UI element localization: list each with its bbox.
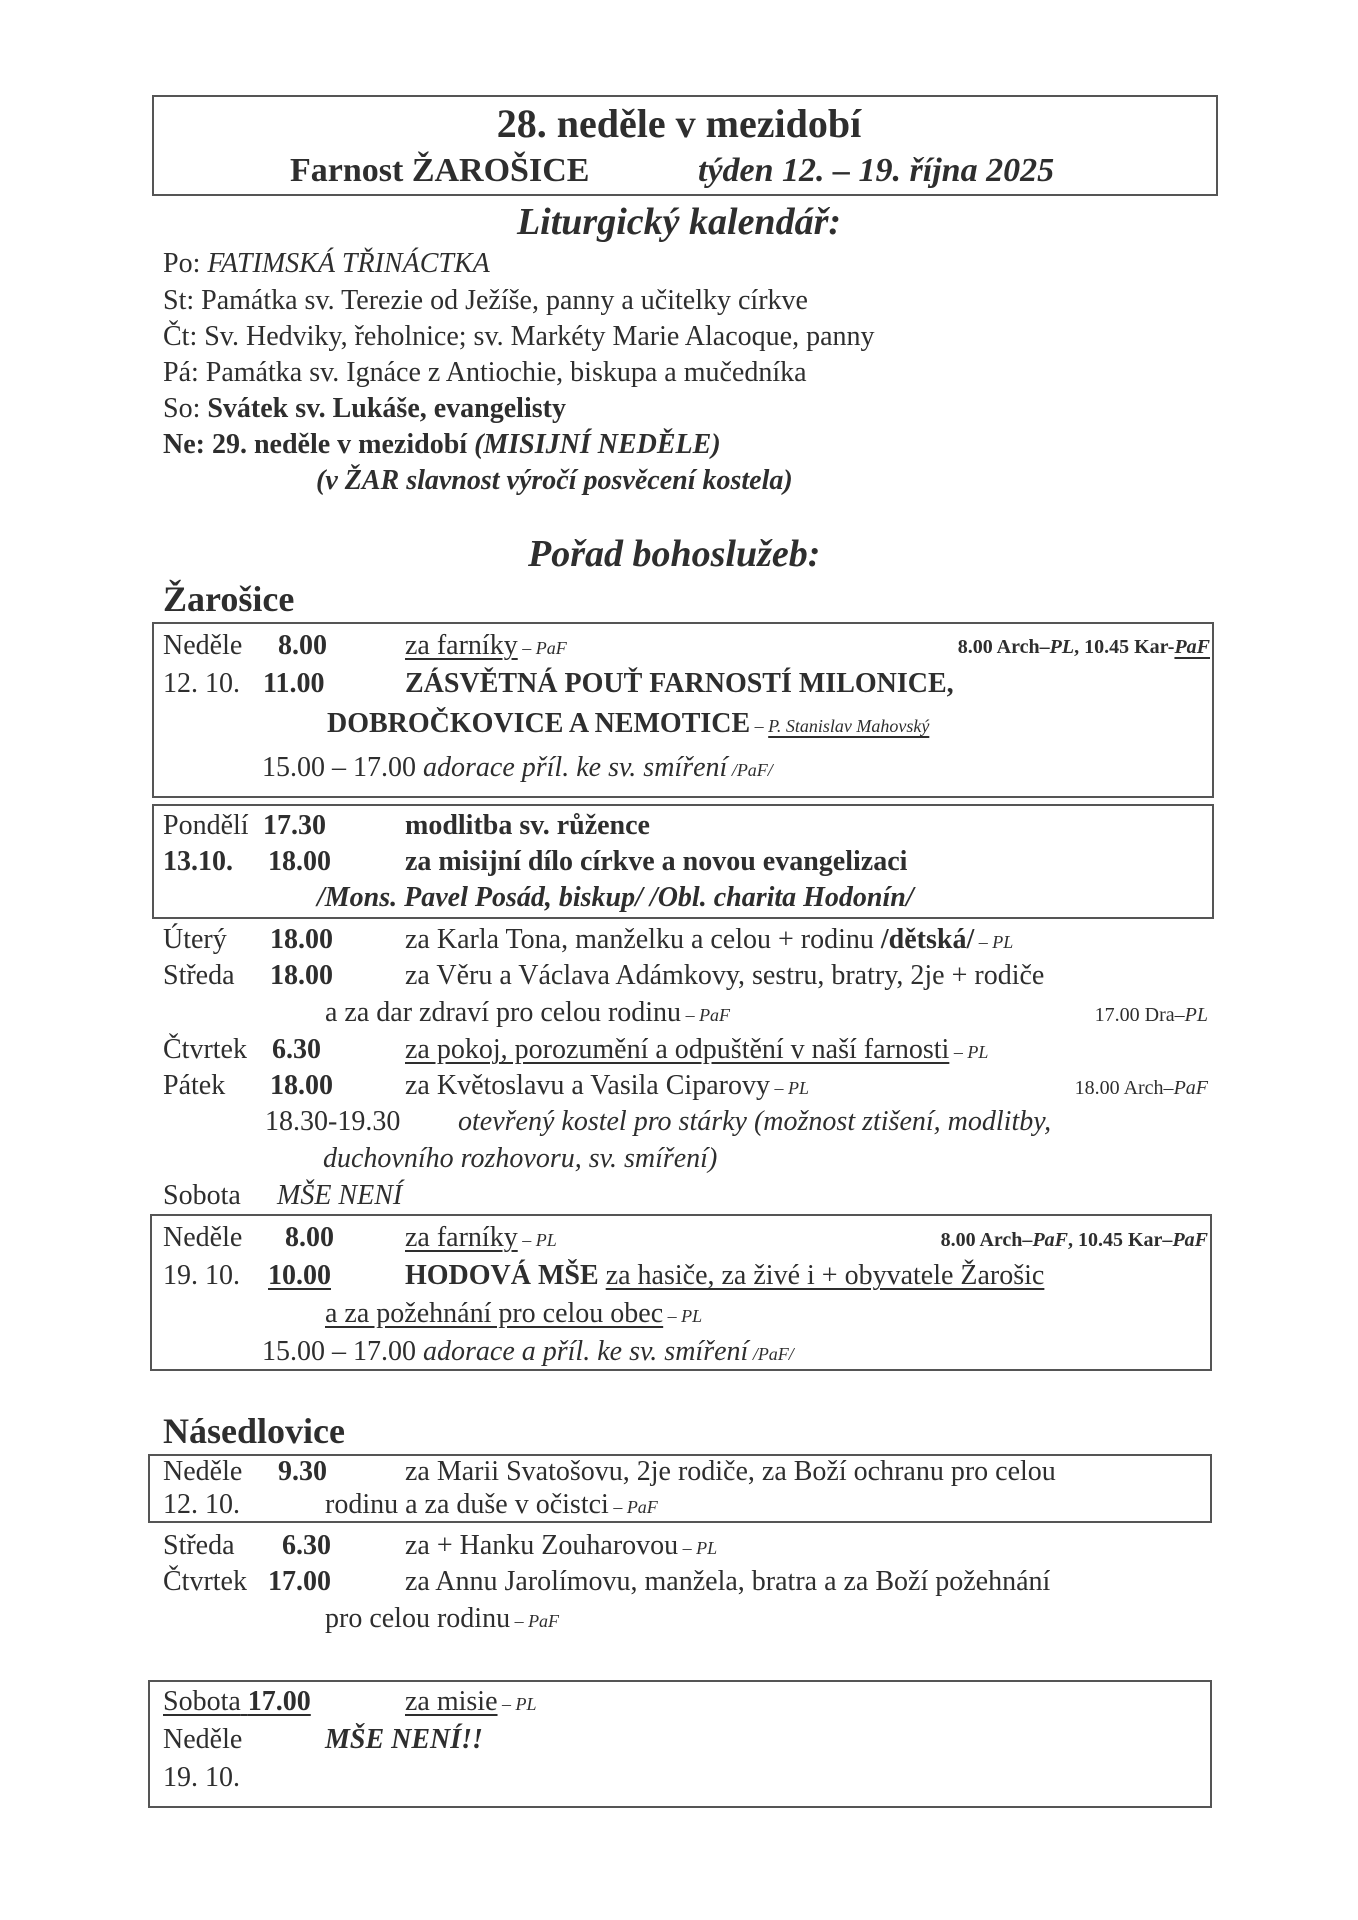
feast-text: FATIMSKÁ TŘINÁCTKA: [207, 248, 490, 279]
nas-sun1-day: Neděle: [163, 1456, 243, 1487]
priest: – PL: [497, 1694, 537, 1714]
priest: – PL: [949, 1042, 989, 1062]
intent-text: za Karla Tona, manželku a celou + rodinu: [405, 924, 881, 955]
zar-mon-day: Pondělí: [163, 810, 249, 841]
zar-thu-intent: [405, 1034, 988, 1068]
zar-fri-open-text1: otevřený kostel pro stárky (možnost ztišení, modlitby,: [458, 1106, 1052, 1137]
intent-text: za farníky: [405, 630, 518, 661]
intent-text: za pokoj, porozumění a odpuštění v naší farnosti: [405, 1034, 950, 1065]
priest: – PL: [769, 1078, 809, 1098]
adoration-text: adorace a příl. ke sv. smíření: [423, 1336, 749, 1367]
other-c: , 10.45 Kar-: [1074, 636, 1175, 658]
nas-sun1-date: 12. 10.: [163, 1489, 240, 1520]
zar-thu-time: 6.30: [272, 1034, 321, 1065]
intent-bold: /dětská/: [880, 924, 975, 955]
intent-text: za misie: [405, 1686, 498, 1717]
zar-wed-intent2: [325, 997, 730, 1031]
priest: – PaF: [681, 1005, 731, 1025]
nas-sun1-intent1: za Marii Svatošovu, 2je rodiče, za Boží ochranu pro celou: [405, 1456, 1056, 1487]
priest: – PL: [678, 1538, 718, 1558]
priest: – PaF: [510, 1611, 560, 1631]
parish-name: Farnost ŽAROŠICE: [290, 152, 590, 189]
calendar-sunday: [163, 429, 721, 461]
zar-sun2-other-masses: [941, 1229, 1208, 1252]
feast-text: Památka sv. Terezie od Ježíše, panny a učitelky církve: [201, 285, 808, 316]
zar-sun1-date: 12. 10.: [163, 668, 240, 699]
zar-wed-day: Středa: [163, 960, 235, 991]
zar-sun1-time2: 11.00: [263, 668, 325, 699]
zar-tue-time: 18.00: [270, 924, 333, 955]
other-a: 18.00 Arch–: [1074, 1077, 1174, 1099]
priest: /PaF/: [727, 760, 773, 780]
zar-fri-day: Pátek: [163, 1070, 226, 1101]
zar-sun1-adoration: [262, 752, 773, 786]
feast-text: Sv. Hedviky, řeholnice; sv. Markéty Marie Alacoque, panny: [204, 321, 875, 352]
other-b: PL: [1049, 636, 1075, 658]
zar-sun1-day: Neděle: [163, 630, 243, 661]
zar-fri-open-time: 18.30-19.30: [265, 1106, 401, 1137]
zar-sun2-day: Neděle: [163, 1222, 243, 1253]
zar-sun1-other-masses: [958, 636, 1210, 659]
nas-sat-row: [163, 1686, 311, 1718]
zar-mon-intent2: za misijní dílo církve a novou evangelizaci: [405, 846, 908, 877]
other-b: PaF: [1173, 1077, 1208, 1099]
zar-mon-time2: 18.00: [268, 846, 331, 877]
zar-sun1-intent2a: ZÁSVĚTNÁ POUŤ FARNOSTÍ MILONICE,: [405, 668, 954, 699]
nas-sun2-text: MŠE NENÍ!!: [325, 1724, 483, 1755]
priest: – PL: [974, 932, 1014, 952]
other-b: PaF: [1032, 1229, 1068, 1251]
calendar-monday: [163, 248, 490, 280]
intent-text: za hasiče, za živé i + obyvatele Žarošic: [605, 1260, 1045, 1291]
intent-text: pro celou rodinu: [325, 1603, 511, 1634]
priest: – PaF: [517, 638, 567, 658]
zar-fri-intent: [405, 1070, 809, 1104]
calendar-friday: [163, 357, 807, 389]
adoration-time: 15.00 – 17.00: [262, 752, 416, 783]
nas-sun2-date: 19. 10.: [163, 1762, 240, 1793]
zar-fri-open-text2: duchovního rozhovoru, sv. smíření): [323, 1143, 718, 1174]
section-nasedlovice: Násedlovice: [163, 1411, 345, 1451]
intent-text: a za požehnání pro celou obec: [325, 1298, 664, 1329]
zar-sun2-intent1: [405, 1222, 557, 1256]
feast-text: Památka sv. Ignáce z Antiochie, biskupa a mučedníka: [205, 357, 807, 388]
intent-text: za farníky: [405, 1222, 518, 1253]
day-label: St:: [163, 285, 195, 316]
nas-wed-time: 6.30: [282, 1530, 331, 1561]
priest: P. Stanislav Mahovský: [768, 716, 930, 736]
zar-fri-time: 18.00: [270, 1070, 333, 1101]
nas-wed-intent: [405, 1530, 717, 1564]
other-b: PL: [1184, 1004, 1208, 1026]
nas-sun1-time: 9.30: [278, 1456, 327, 1487]
nas-thu-day: Čtvrtek: [163, 1566, 247, 1597]
other-a: 8.00 Arch–: [940, 1229, 1033, 1251]
day-label: So:: [163, 393, 201, 424]
nas-sun2-day: Neděle: [163, 1724, 243, 1755]
zar-mon-time1: 17.30: [263, 810, 326, 841]
zar-sun1-time1: 8.00: [278, 630, 327, 661]
priest: – PL: [663, 1306, 703, 1326]
zar-sun1-intent2b: [327, 708, 929, 742]
other-c: , 10.45 Kar–: [1068, 1229, 1173, 1251]
nas-sat-time: 17.00: [247, 1686, 311, 1717]
zar-wed-time: 18.00: [270, 960, 333, 991]
adoration-time: 15.00 – 17.00: [262, 1336, 416, 1367]
day-label: Pá:: [163, 357, 199, 388]
other-a: 8.00 Arch–: [957, 636, 1050, 658]
priest: /PaF/: [748, 1344, 794, 1364]
nas-sat-day: Sobota: [163, 1686, 241, 1717]
calendar-wednesday: [163, 285, 808, 317]
zar-sun2-intent2b: [325, 1298, 702, 1332]
feast-text: Svátek sv. Lukáše, evangelisty: [207, 393, 566, 424]
nas-thu-intent1: za Annu Jarolímovu, manžela, bratra a za Boží požehnání: [405, 1566, 1051, 1597]
zar-wed-intent1: za Věru a Václava Adámkovy, sestru, bratry, 2je + rodiče: [405, 960, 1045, 991]
other-d: PaF: [1174, 636, 1210, 658]
zar-tue-intent: [405, 924, 1013, 958]
intent-text: za Květoslavu a Vasila Ciparovy: [405, 1070, 770, 1101]
zar-mon-intent1: modlitba sv. růžence: [405, 810, 650, 841]
zar-mon-date: 13.10.: [163, 846, 233, 877]
zar-sun2-time1: 8.00: [285, 1222, 334, 1253]
adoration-text: adorace příl. ke sv. smíření: [423, 752, 728, 783]
calendar-heading: Liturgický kalendář:: [516, 201, 842, 243]
calendar-sunday-note: (v ŽAR slavnost výročí posvěcení kostela): [316, 465, 793, 496]
nas-thu-time: 17.00: [268, 1566, 331, 1597]
nas-sat-intent: [405, 1686, 537, 1720]
zar-tue-day: Úterý: [163, 924, 227, 955]
calendar-thursday: [163, 321, 875, 353]
zar-sat-text: MŠE NENÍ: [277, 1180, 403, 1211]
priest: – PL: [517, 1230, 557, 1250]
zar-fri-other: [1075, 1077, 1208, 1100]
intent-text: rodinu a za duše v očistci: [325, 1489, 609, 1520]
zar-sun2-time2: 10.00: [268, 1260, 331, 1291]
day-label: Po:: [163, 248, 201, 279]
nas-thu-intent2: [325, 1603, 559, 1637]
priest: – PaF: [608, 1497, 658, 1517]
zar-sat-day: Sobota: [163, 1180, 241, 1211]
zar-sun2-adoration: [262, 1336, 794, 1370]
calendar-saturday: [163, 393, 566, 425]
other-a: 17.00 Dra–: [1094, 1004, 1185, 1026]
section-zarosice: Žarošice: [163, 579, 295, 619]
zar-mon-note: /Mons. Pavel Posád, biskup/ /Obl. charita Hodonín/: [317, 882, 914, 913]
zar-sun2-intent2: [405, 1260, 1044, 1292]
feast-text: (MISIJNÍ NEDĚLE): [474, 429, 721, 460]
intent-bold: HODOVÁ MŠE: [405, 1260, 599, 1291]
zar-wed-other: [1095, 1004, 1208, 1027]
intent-text: za + Hanku Zouharovou: [405, 1530, 679, 1561]
zar-thu-day: Čtvrtek: [163, 1034, 247, 1065]
day-label: Ne: 29. neděle v mezidobí: [163, 429, 468, 460]
intent-text: a za dar zdraví pro celou rodinu: [325, 997, 682, 1028]
dash: –: [750, 716, 769, 736]
other-d: PaF: [1172, 1229, 1208, 1251]
week-range: týden 12. – 19. října 2025: [698, 152, 1055, 189]
day-label: Čt:: [163, 321, 198, 352]
nas-wed-day: Středa: [163, 1530, 235, 1561]
zar-sun2-date: 19. 10.: [163, 1260, 240, 1291]
nas-sun1-intent2: [325, 1489, 658, 1523]
intent-text: DOBROČKOVICE A NEMOTICE: [327, 708, 751, 739]
zar-sun1-intent1: [405, 630, 567, 664]
schedule-heading: Pořad bohoslužeb:: [528, 533, 821, 575]
page-title: 28. neděle v mezidobí: [496, 101, 862, 146]
